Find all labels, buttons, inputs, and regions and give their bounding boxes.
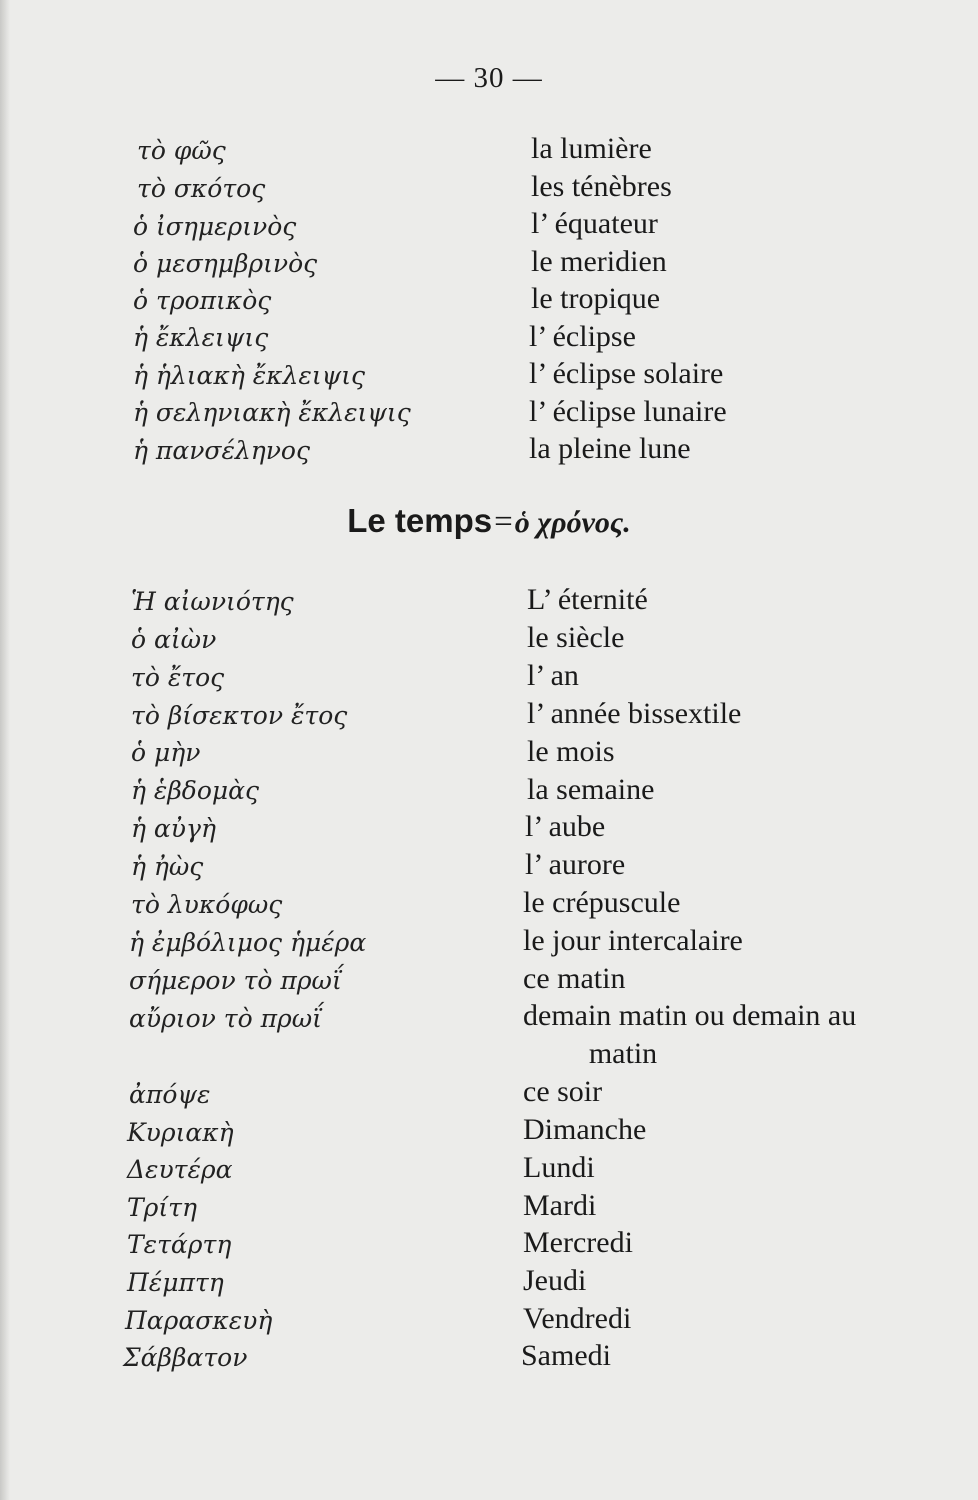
- french-term: le siècle: [527, 621, 625, 654]
- greek-term: ἡ πανσέληνος: [133, 436, 310, 465]
- french-term: demain matin ou demain au: [523, 999, 857, 1032]
- french-term: la pleine lune: [529, 432, 691, 465]
- french-term: Vendredi: [523, 1302, 632, 1335]
- section-heading: [0, 502, 978, 541]
- french-term: Mercredi: [523, 1226, 633, 1259]
- french-term: Jeudi: [523, 1264, 587, 1297]
- greek-term: τὸ ἔτος: [131, 663, 225, 692]
- greek-term: αὔριον τὸ πρωΐ: [129, 1004, 322, 1033]
- french-term: Dimanche: [523, 1113, 647, 1146]
- french-term: l’ éclipse solaire: [529, 357, 724, 390]
- french-term: ce matin: [523, 962, 626, 995]
- greek-term: τὸ σκότος: [137, 174, 266, 203]
- greek-term: Ἡ αἰωνιότης: [131, 587, 294, 616]
- greek-term: τὸ λυκόφως: [131, 890, 283, 919]
- french-term: l’ éclipse lunaire: [529, 395, 727, 428]
- greek-term: σήμερον τὸ πρωΐ: [129, 966, 342, 995]
- greek-term: Τρίτη: [127, 1193, 197, 1222]
- french-term: l’ équateur: [531, 207, 658, 240]
- french-term: le crépuscule: [523, 886, 681, 919]
- greek-term: ὁ ἰσημερινὸς: [133, 212, 297, 241]
- french-term: Samedi: [521, 1339, 611, 1372]
- greek-term: ὁ τροπικὸς: [133, 286, 272, 315]
- french-term: l’ an: [527, 659, 579, 692]
- greek-term: Πέμπτη: [127, 1268, 224, 1297]
- page-number: — 30 —: [435, 62, 543, 94]
- french-term: Mardi: [523, 1189, 597, 1222]
- french-term: Lundi: [523, 1151, 595, 1184]
- french-term: la semaine: [527, 773, 655, 806]
- section-heading-separator: =: [494, 504, 513, 540]
- greek-term: ἡ ἠὼς: [131, 852, 204, 881]
- french-term: l’ aube: [525, 810, 606, 843]
- greek-term: ὁ αἰὼν: [131, 625, 217, 654]
- section-heading-greek: ὁ χρόνος.: [514, 506, 631, 539]
- greek-term: Παρασκευὴ: [125, 1306, 273, 1335]
- greek-term: ἡ ἑβδομὰς: [131, 776, 260, 805]
- greek-term: Τετάρτη: [127, 1230, 232, 1259]
- greek-term: ἡ ἐμβόλιμος ἡμέρα: [129, 928, 367, 957]
- french-term: le tropique: [531, 282, 661, 315]
- french-term: l’ éclipse: [529, 320, 636, 353]
- french-term: l’ aurore: [525, 848, 626, 881]
- greek-term: ἡ ἡλιακὴ ἔκλειψις: [133, 361, 366, 390]
- french-term: l’ année bissextile: [527, 697, 742, 730]
- greek-term: τὸ φῶς: [137, 136, 226, 165]
- french-term-continuation: matin: [588, 1037, 658, 1070]
- greek-term: ἡ αὐγὴ: [131, 814, 216, 843]
- greek-term: Σάββατον: [123, 1343, 248, 1372]
- greek-term: ὁ μὴν: [131, 738, 201, 767]
- greek-term: Δευτέρα: [127, 1155, 233, 1184]
- greek-term: ἡ ἔκλειψις: [133, 323, 269, 352]
- french-term: L’ éternité: [527, 583, 648, 616]
- greek-term: ἡ σεληνιακὴ ἔκλειψις: [133, 398, 411, 427]
- greek-term: ὁ μεσημβρινὸς: [133, 249, 318, 278]
- greek-term: τὸ βίσεκτον ἔτος: [131, 701, 348, 730]
- french-term: la lumière: [531, 132, 652, 165]
- greek-term: ἀπόψε: [129, 1080, 211, 1109]
- page-edge-shadow: [0, 0, 10, 1500]
- french-term: ce soir: [523, 1075, 603, 1108]
- french-term: le meridien: [531, 245, 667, 278]
- french-term: le jour intercalaire: [523, 924, 743, 957]
- greek-term: Κυριακὴ: [127, 1118, 234, 1147]
- french-term: les ténèbres: [531, 170, 672, 203]
- french-term: le mois: [527, 735, 615, 768]
- section-heading-french: Le temps: [347, 502, 493, 539]
